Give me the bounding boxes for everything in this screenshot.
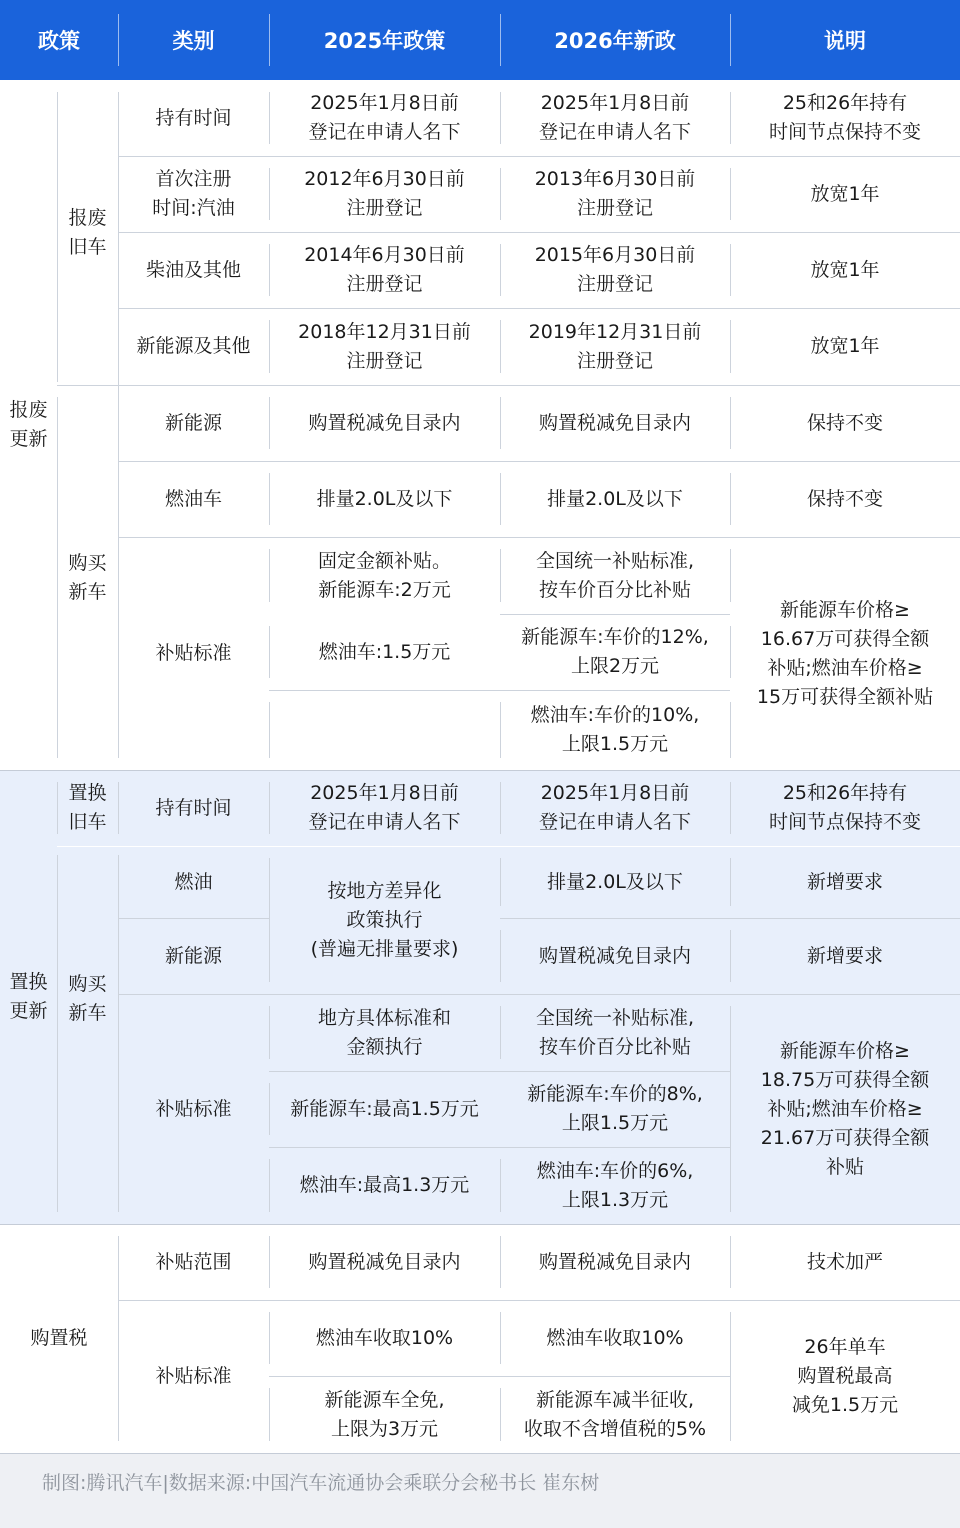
cell-2026: 排量2.0L及以下: [547, 870, 683, 893]
cell-2026: 购置税减免目录内: [538, 1250, 691, 1273]
grid-line: [500, 168, 501, 220]
grid-line: [730, 397, 731, 449]
section-label-scrap: 报废 更新: [9, 399, 48, 450]
grid-line: [730, 320, 731, 373]
cell-note: 技术加严: [806, 1250, 883, 1273]
cell-note: 新增要求: [806, 944, 883, 967]
group-label-new-car: 购买 新车: [68, 973, 107, 1024]
cell-2026: 购置税减免目录内: [538, 944, 691, 967]
cell-category: 补贴标准: [155, 1097, 232, 1120]
cell-2026: 全国统一补贴标准, 按车价百分比补贴: [535, 549, 695, 601]
grid-line: [500, 397, 501, 449]
cell-category: 新能源及其他: [136, 335, 251, 357]
cell-category: 燃油: [174, 870, 213, 893]
cell-2026: 购置税减免目录内: [538, 411, 691, 434]
grid-line: [269, 1236, 270, 1288]
cell-2025: 地方具体标准和 金额执行: [317, 1006, 451, 1058]
grid-line: [500, 1312, 501, 1364]
grid-line: [730, 1236, 731, 1288]
cell-category: 新能源: [164, 411, 222, 434]
grid-line: [730, 930, 731, 982]
cell-category: 新能源: [164, 944, 222, 967]
cell-note: 保持不变: [806, 411, 883, 434]
grid-line: [500, 930, 501, 982]
cell-2025: 2025年1月8日前 登记在申请人名下: [308, 92, 461, 143]
grid-line: [500, 614, 730, 615]
section-label-tax: 购置税: [30, 1327, 88, 1349]
grid-line: [730, 473, 731, 525]
grid-line: [730, 1312, 731, 1441]
cell-2025-merged: 按地方差异化 政策执行 (普遍无排量要求): [310, 879, 459, 960]
header-2026: 2026年新政: [554, 29, 676, 53]
grid-line: [269, 549, 270, 602]
grid-line: [730, 1006, 731, 1212]
header-category: 类别: [172, 29, 215, 53]
cell-note: 保持不变: [806, 487, 883, 510]
grid-line: [730, 92, 731, 144]
cell-2026: 2019年12月31日前 注册登记: [528, 320, 702, 372]
grid-line: [269, 168, 270, 220]
cell-note: 放宽1年: [810, 182, 880, 205]
grid-line: [269, 1159, 270, 1212]
header-policy: 政策: [38, 29, 80, 53]
cell-category: 持有时间: [155, 796, 232, 819]
grid-line: [730, 549, 731, 602]
cell-2026: 燃油车:车价的6%, 上限1.3万元: [536, 1159, 694, 1211]
grid-line: [269, 1071, 730, 1072]
cell-2025: 新能源车全免, 上限为3万元: [324, 1388, 445, 1440]
group-label-new-car: 购买 新车: [68, 551, 107, 603]
cell-2025: [269, 690, 500, 770]
grid-line: [269, 1376, 730, 1377]
grid-line: [269, 626, 270, 678]
cell-2025: 2012年6月30日前 注册登记: [304, 168, 465, 219]
grid-line: [500, 702, 501, 758]
cell-2025: 2014年6月30日前 注册登记: [304, 244, 465, 295]
cell-2025: 燃油车:1.5万元: [318, 640, 451, 663]
grid-line: [269, 1147, 730, 1148]
grid-line: [500, 1006, 501, 1059]
cell-category: 补贴标准: [155, 642, 232, 664]
cell-note: 25和26年持有 时间节点保持不变: [768, 92, 921, 143]
grid-line: [269, 782, 270, 834]
cell-note: 新能源车价格≥ 16.67万可获得全额 补贴;燃油车价格≥ 15万可获得全额补贴: [756, 598, 934, 708]
grid-line: [118, 1236, 119, 1441]
cell-2025: 新能源车:最高1.5万元: [290, 1097, 479, 1120]
cell-2025: 购置税减免目录内: [308, 411, 461, 434]
cell-note: 25和26年持有 时间节点保持不变: [768, 782, 921, 833]
grid-line: [500, 92, 501, 144]
cell-2025: 购置税减免目录内: [308, 1250, 461, 1273]
footer-source: 制图:腾讯汽车|数据来源:中国汽车流通协会乘联分会秘书长 崔东树: [42, 1471, 600, 1494]
cell-2025: 2025年1月8日前 登记在申请人名下: [308, 782, 461, 833]
grid-line: [269, 92, 270, 144]
grid-line: [730, 858, 731, 906]
cell-2026: 燃油车收取10%: [546, 1326, 684, 1349]
grid-line: [269, 702, 270, 758]
cell-category: 持有时间: [155, 106, 232, 129]
grid-line: [500, 473, 501, 525]
cell-2026: 2025年1月8日前 登记在申请人名下: [538, 92, 691, 143]
cell-2026: 2013年6月30日前 注册登记: [534, 168, 696, 219]
grid-line: [269, 1388, 270, 1441]
header-2025: 2025年政策: [323, 29, 446, 53]
grid-line: [269, 690, 730, 691]
grid-line: [269, 320, 270, 373]
cell-note: 放宽1年: [810, 335, 880, 357]
grid-line: [500, 858, 501, 906]
cell-note: 26年单车 购置税最高 减免1.5万元: [791, 1336, 899, 1416]
grid-line: [269, 397, 270, 449]
cell-2026: 新能源车减半征收, 收取不含增值税的5%: [523, 1388, 707, 1440]
grid-line: [269, 858, 270, 982]
grid-line: [500, 244, 501, 296]
grid-line: [500, 918, 960, 919]
cell-2025: 燃油车:最高1.3万元: [299, 1174, 470, 1196]
cell-2026: 排量2.0L及以下: [547, 487, 683, 510]
grid-line: [500, 1236, 501, 1288]
grid-line: [500, 320, 501, 373]
cell-category: 首次注册 时间:汽油: [152, 168, 235, 219]
grid-line: [730, 702, 731, 758]
cell-2026: 新能源车:车价的12%, 上限2万元: [521, 626, 709, 677]
cell-category: 补贴范围: [155, 1250, 232, 1273]
cell-2026: 新能源车:车价的8%, 上限1.5万元: [527, 1083, 703, 1134]
cell-note: 放宽1年: [810, 258, 880, 281]
header-note: 说明: [824, 29, 866, 53]
grid-line: [730, 168, 731, 220]
cell-2025: 2018年12月31日前 注册登记: [298, 320, 471, 372]
cell-2025: 固定金额补贴。 新能源车:2万元: [317, 549, 451, 601]
grid-line: [269, 244, 270, 296]
group-label-old-car: 报废 旧车: [68, 206, 107, 258]
cell-2026: 全国统一补贴标准, 按车价百分比补贴: [535, 1006, 695, 1058]
cell-category: 燃油车: [164, 487, 222, 510]
grid-line: [118, 918, 269, 919]
cell-note: 新能源车价格≥ 18.75万可获得全额 补贴;燃油车价格≥ 21.67万可获得全额 补贴: [760, 1039, 930, 1178]
grid-line: [730, 244, 731, 296]
grid-line: [269, 473, 270, 525]
grid-line: [500, 782, 501, 834]
cell-note: 新增要求: [806, 870, 883, 893]
cell-2026: 燃油车:车价的10%, 上限1.5万元: [530, 704, 700, 755]
grid-line: [500, 549, 501, 602]
grid-line: [500, 1159, 501, 1212]
cell-2026: 2015年6月30日前 注册登记: [534, 244, 696, 295]
cell-2025: 排量2.0L及以下: [316, 487, 453, 510]
cell-category: 柴油及其他: [145, 258, 241, 281]
cell-2026: 2025年1月8日前 登记在申请人名下: [538, 782, 691, 833]
cell-category: 补贴标准: [155, 1365, 232, 1387]
cell-2025: 燃油车收取10%: [315, 1326, 454, 1349]
grid-line: [730, 782, 731, 834]
grid-line: [500, 1388, 501, 1441]
grid-line: [269, 1083, 270, 1135]
section-label-replace: 置换 更新: [9, 971, 48, 1022]
grid-line: [269, 1006, 270, 1059]
grid-line: [730, 626, 731, 678]
group-label-old-car: 置换 旧车: [68, 782, 107, 833]
grid-line: [269, 1312, 270, 1364]
